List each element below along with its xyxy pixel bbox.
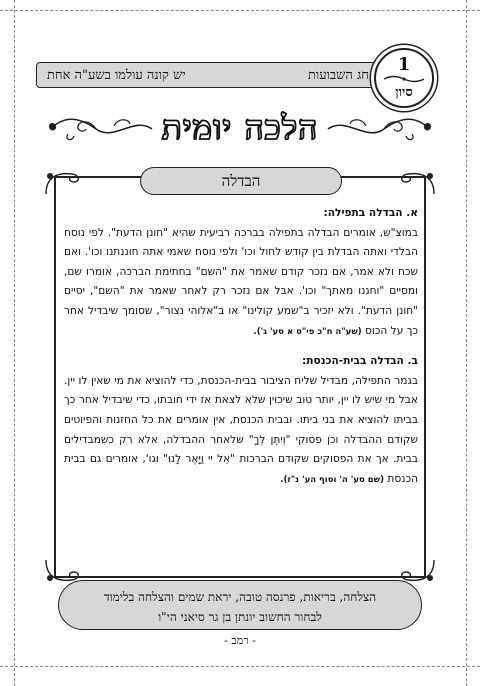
cut-guide-top (0, 10, 480, 11)
divider-ornament-icon (382, 74, 426, 84)
dedication-line-2: לבחור החשוב יונתן בן גר סיאני הי"ו (158, 610, 322, 624)
date-badge (374, 48, 434, 108)
source-citation: (שע"ה ח"כ פי"ס א סע' ג'). (253, 326, 362, 337)
corner-flourish-top-right-icon (398, 168, 438, 198)
day-number: 1 (397, 54, 411, 75)
cut-guide-right (466, 0, 467, 686)
paragraph-text: במוצ"ש, אומרים הבדלה בתפילה בברכה רביעית שהיא "חונן הדעת". לפי נוסח הבלדי ואתה הבדלת בין קודש לחול וכו' ולפי נוסח שאמי אתה חוננתנו וכו'. ואם שכח ולא אמר, אם נזכר קודם שאמר את "השם" בחתימת הברכה, אומרו שם, ומסיים "וחננו מאתך" וכו'. אבל אם נזכר רק לאחר שאמר את "השם", יסיים "חונן הדעת". ולא יזכיר ב"שמע קולינו" או ב"אלוהי נצור", שסומך שיבדיל אחר כך על הכוס (64, 226, 418, 337)
page-number: - רמב - (224, 634, 256, 647)
month-name: סיון (395, 85, 413, 100)
dedication-line-1: הצלחה, בריאות, פרנסה טובה, יראת שמים והצלחה בלימוד (103, 590, 377, 604)
cut-guide-left (14, 0, 15, 686)
cut-guide-bottom (0, 666, 480, 667)
corner-flourish-top-left-icon (42, 168, 82, 198)
dedication-box (58, 580, 422, 630)
header-bar (36, 62, 384, 88)
halacha-page (36, 36, 444, 652)
main-title: הלכה יומית (161, 108, 319, 147)
source-citation: (שם סע' ה' וסוף הע' נ"ז). (280, 474, 385, 485)
flourish-right-icon (326, 114, 436, 144)
section-title: הבדלה (140, 167, 342, 195)
paragraph-body (64, 372, 418, 491)
paragraph-heading: א. הבדלה בתפילה: (323, 207, 418, 219)
paragraph-text: בגמר התפילה, מבדיל שליח הציבור בבית-הכנסת, כדי להוציא את מי שאין לו יין. אבל מי שיש לו יין, יותר טוב שיכוין שלא לצאת אז ידי חובתו, כדי שיבדיל אחר כך בביתו להוציא את בני ביתו. ובבית הכנסת, אין אומרים את כל החזנות והפיוטים שקודם ההבדלה וכן פסוקי "וְיִתֶּן לְךָ" שלאחר ההבדלה, אלא רק כשמבדילים בבית. אך את הפסוקים שקודם הברכות "אֵל יי וַיָּאֶר לָנוּ" וגו', אומרים גם בבית הכנסת (64, 374, 418, 485)
halacha-text (64, 204, 418, 490)
header-holiday: חג השבועות (307, 68, 369, 83)
header-slogan: יש קונה עולמו בשע"ה אחת (47, 68, 186, 83)
paragraph-body (64, 224, 418, 343)
paragraph-heading: ב. הבדלה בבית-הכנסת: (302, 355, 418, 368)
